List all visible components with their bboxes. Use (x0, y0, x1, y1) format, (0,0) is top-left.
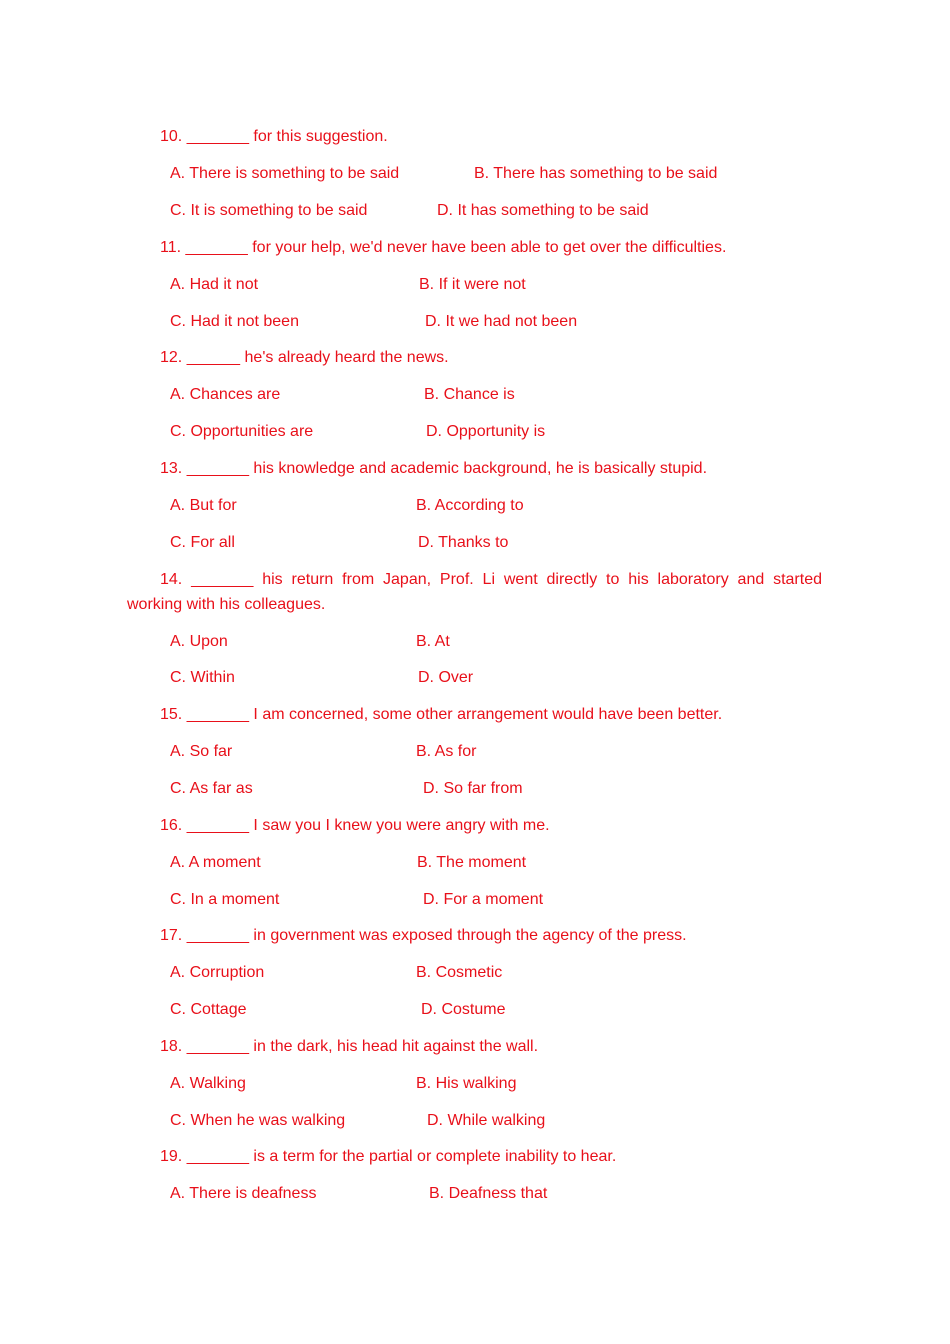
question-11-option-b: B. If it were not (419, 276, 526, 293)
question-13-option-c: C. For all (170, 534, 235, 551)
question-17-stem: 17. _______ in government was exposed through the agency of the press. (160, 927, 687, 944)
question-18-option-b: B. His walking (416, 1075, 517, 1092)
question-16-option-b: B. The moment (417, 854, 527, 871)
question-11-option-c: C. Had it not been (170, 313, 299, 330)
question-12-option-b: B. Chance is (424, 386, 515, 403)
question-17-option-b: B. Cosmetic (416, 964, 503, 981)
question-14-option-a: A. Upon (170, 633, 228, 650)
question-10-option-d: D. It has something to be said (437, 202, 649, 219)
question-17-option-d: D. Costume (421, 1001, 506, 1018)
question-10-option-a: A. There is something to be said (170, 165, 400, 182)
question-15-option-c: C. As far as (170, 780, 253, 797)
question-11-option-a: A. Had it not (170, 276, 259, 293)
question-18-option-a: A. Walking (170, 1075, 246, 1092)
question-16-stem: 16. _______ I saw you I knew you were angry with me. (160, 817, 550, 834)
question-19-option-a: A. There is deafness (170, 1185, 317, 1202)
question-19-stem: 19. _______ is a term for the partial or complete inability to hear. (160, 1148, 617, 1165)
question-16-option-a: A. A moment (170, 854, 261, 871)
question-11-stem: 11. _______ for your help, we'd never have been able to get over the difficulties. (160, 239, 727, 256)
question-13-stem: 13. _______ his knowledge and academic background, he is basically stupid. (160, 460, 708, 477)
question-12-option-d: D. Opportunity is (426, 423, 546, 440)
question-14-stem: 14. _______ his return from Japan, Prof. Li went directly to his laboratory and started (160, 571, 822, 588)
question-12-option-c: C. Opportunities are (170, 423, 314, 440)
question-18-option-d: D. While walking (427, 1112, 546, 1129)
question-12-stem: 12. ______ he's already heard the news. (160, 349, 449, 366)
question-10-option-c: C. It is something to be said (170, 202, 368, 219)
question-16-option-d: D. For a moment (423, 891, 544, 908)
question-14-option-c: C. Within (170, 669, 235, 686)
question-18-stem: 18. _______ in the dark, his head hit against the wall. (160, 1038, 539, 1055)
question-15-option-b: B. As for (416, 743, 477, 760)
question-12-option-a: A. Chances are (170, 386, 281, 403)
question-13-option-a: A. But for (170, 497, 237, 514)
question-17-option-c: C. Cottage (170, 1001, 247, 1018)
question-16-option-c: C. In a moment (170, 891, 280, 908)
question-19-option-b: B. Deafness that (429, 1185, 548, 1202)
question-13-option-d: D. Thanks to (418, 534, 509, 551)
question-15-stem: 15. _______ I am concerned, some other arrangement would have been better. (160, 706, 723, 723)
question-14-option-d: D. Over (418, 669, 474, 686)
question-15-option-a: A. So far (170, 743, 233, 760)
question-14-stem-continuation: working with his colleagues. (127, 596, 326, 613)
question-10-stem: 10. _______ for this suggestion. (160, 128, 388, 145)
question-11-option-d: D. It we had not been (425, 313, 578, 330)
question-10-option-b: B. There has something to be said (474, 165, 718, 182)
question-18-option-c: C. When he was walking (170, 1112, 346, 1129)
question-15-option-d: D. So far from (423, 780, 523, 797)
question-14-option-b: B. At (416, 633, 450, 650)
question-13-option-b: B. According to (416, 497, 524, 514)
question-17-option-a: A. Corruption (170, 964, 265, 981)
